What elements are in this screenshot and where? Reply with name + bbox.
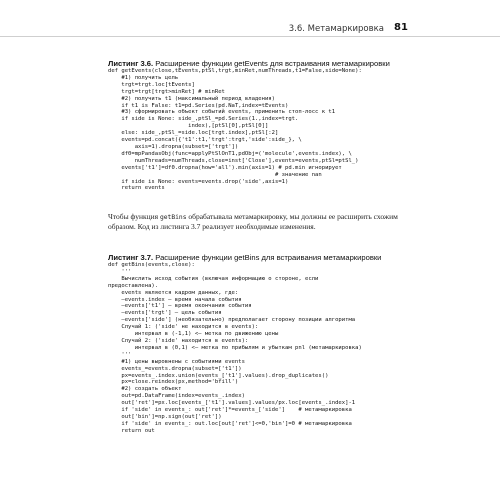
code-line: def getBins(events,close): — [108, 262, 195, 268]
code-line: if side is None: events=events.drop('side',axis=1) — [108, 178, 289, 185]
code-line: # значение nan — [108, 171, 322, 178]
code-line: #1) получить цель — [108, 74, 179, 81]
code-line: px=close.reindex(px,method='bfill') — [108, 379, 239, 386]
code-line: if 'side' in events_: out['ret']*=events_['side'] # метамаркировка — [108, 407, 352, 414]
code-line: —events.index — время начала события — [108, 296, 242, 303]
code-line: Вычислить исход события (включая информацию о стороне, если — [108, 275, 319, 282]
code-line: if side is None: side_,ptSl_=pd.Series(1.,index=trgt. — [108, 116, 299, 123]
code-line: axis=1).dropna(subset=['trgt']) — [108, 143, 239, 150]
code-line: out['ret']=px.loc[events_['t1'].values].values/px.loc[events_.index]-1 — [108, 400, 356, 407]
listing-3-7-code — [108, 262, 362, 435]
code-line: —events['side'] (необязательно) предполагает сторону позиции алгоритма — [108, 317, 356, 324]
code-line: def getEvents(close,tEvents,ptSl,trgt,minRet,numThreads,t1=False,side=None): — [108, 68, 362, 74]
code-line: интервал в (0,1) <— метка по прибылям и убыткам pnl (метамаркировка) — [108, 344, 362, 351]
code-line: #2) получить t1 (максимальный период владения) — [108, 95, 275, 102]
code-line: df0=mpPandasObj(func=applyPtSlOnT1,pdObj=('molecule',events.index), \ — [108, 150, 352, 157]
code-line: out=pd.DataFrame(index=events_.index) — [108, 393, 245, 400]
page-number: 81 — [394, 22, 408, 33]
code-line: ''' — [108, 351, 132, 358]
header-rule — [0, 36, 500, 37]
code-line: px=events_.index.union(events_['t1'].values).drop_duplicates() — [108, 372, 329, 379]
body-paragraph — [108, 212, 400, 232]
code-line: events=pd.concat({'t1':t1,'trgt':trgt,'side':side_}, \ — [108, 137, 302, 144]
code-line: return out — [108, 427, 155, 434]
listing-3-7-caption-text: Расширение функции getBins для встраивания метамаркировки — [155, 253, 382, 262]
code-line: events['t1']=df0.dropna(how='all').min(axis=1) # pd.min игнорирует — [108, 164, 342, 171]
code-line: trgt=trgt.loc[tEvents] — [108, 81, 195, 88]
code-line: ''' — [108, 268, 132, 275]
paragraph-text-before: Чтобы функция — [108, 212, 160, 221]
code-line: numThreads=numThreads,close=inst['Close'],events=events,ptSl=ptSl_) — [108, 157, 359, 164]
listing-3-6-caption-text: Расширение функции getEvents для встраивания метамаркировки — [155, 59, 390, 68]
code-line: интервал в (-1,1) <— метка по движению цены — [108, 331, 279, 338]
paragraph-text-after: обрабатывала метамаркировку, мы должны ее расширить схожим образом. Код из листинга 3.7 реализует необходимые изменения. — [108, 212, 398, 232]
running-head-title: 3.6. Метамаркировка — [288, 24, 384, 34]
code-line: index),[ptSl[0],ptSl[0]] — [108, 123, 269, 130]
listing-3-6-caption — [108, 59, 408, 68]
code-line: #3) сформировать объект событий events, применить стоп-лосс к t1 — [108, 109, 336, 116]
code-line: —events['trgt'] — цель события — [108, 310, 222, 317]
code-line: events_=events.dropna(subset=['t1']) — [108, 365, 242, 372]
code-line: Случай 2: ('side' находится в events): — [108, 337, 249, 344]
listing-3-7-caption — [108, 253, 408, 262]
paragraph-code-word: getBins — [159, 214, 187, 221]
code-line: if t1 is False: t1=pd.Series(pd.NaT,index=tEvents) — [108, 102, 289, 109]
code-line: trgt=trgt[trgt>minRet] # minRet — [108, 88, 225, 95]
code-line: else: side_,ptSl_=side.loc[trgt.index],ptSl[:2] — [108, 130, 279, 137]
code-line: return events — [108, 185, 165, 192]
code-line: out['bin']=np.sign(out['ret']) — [108, 413, 222, 420]
code-line: if 'side' in events_: out.loc[out['ret']<=0,'bin']=0 # метамаркировка — [108, 420, 352, 427]
code-line: Случай 1: ('side' не находится в events): — [108, 324, 259, 331]
listing-3-6-code — [108, 68, 362, 192]
listing-3-7-label: Листинг 3.7. — [108, 253, 154, 262]
code-line: #1) цены выровнены с событиями events — [108, 358, 245, 365]
code-line: events является кадром данных, где: — [108, 289, 239, 296]
code-line: #2) создать объект — [108, 386, 182, 393]
code-line: предоставлена). — [108, 282, 159, 289]
code-line: —events['t1'] — время окончания события — [108, 303, 252, 310]
listing-3-6-label: Листинг 3.6. — [108, 59, 154, 68]
